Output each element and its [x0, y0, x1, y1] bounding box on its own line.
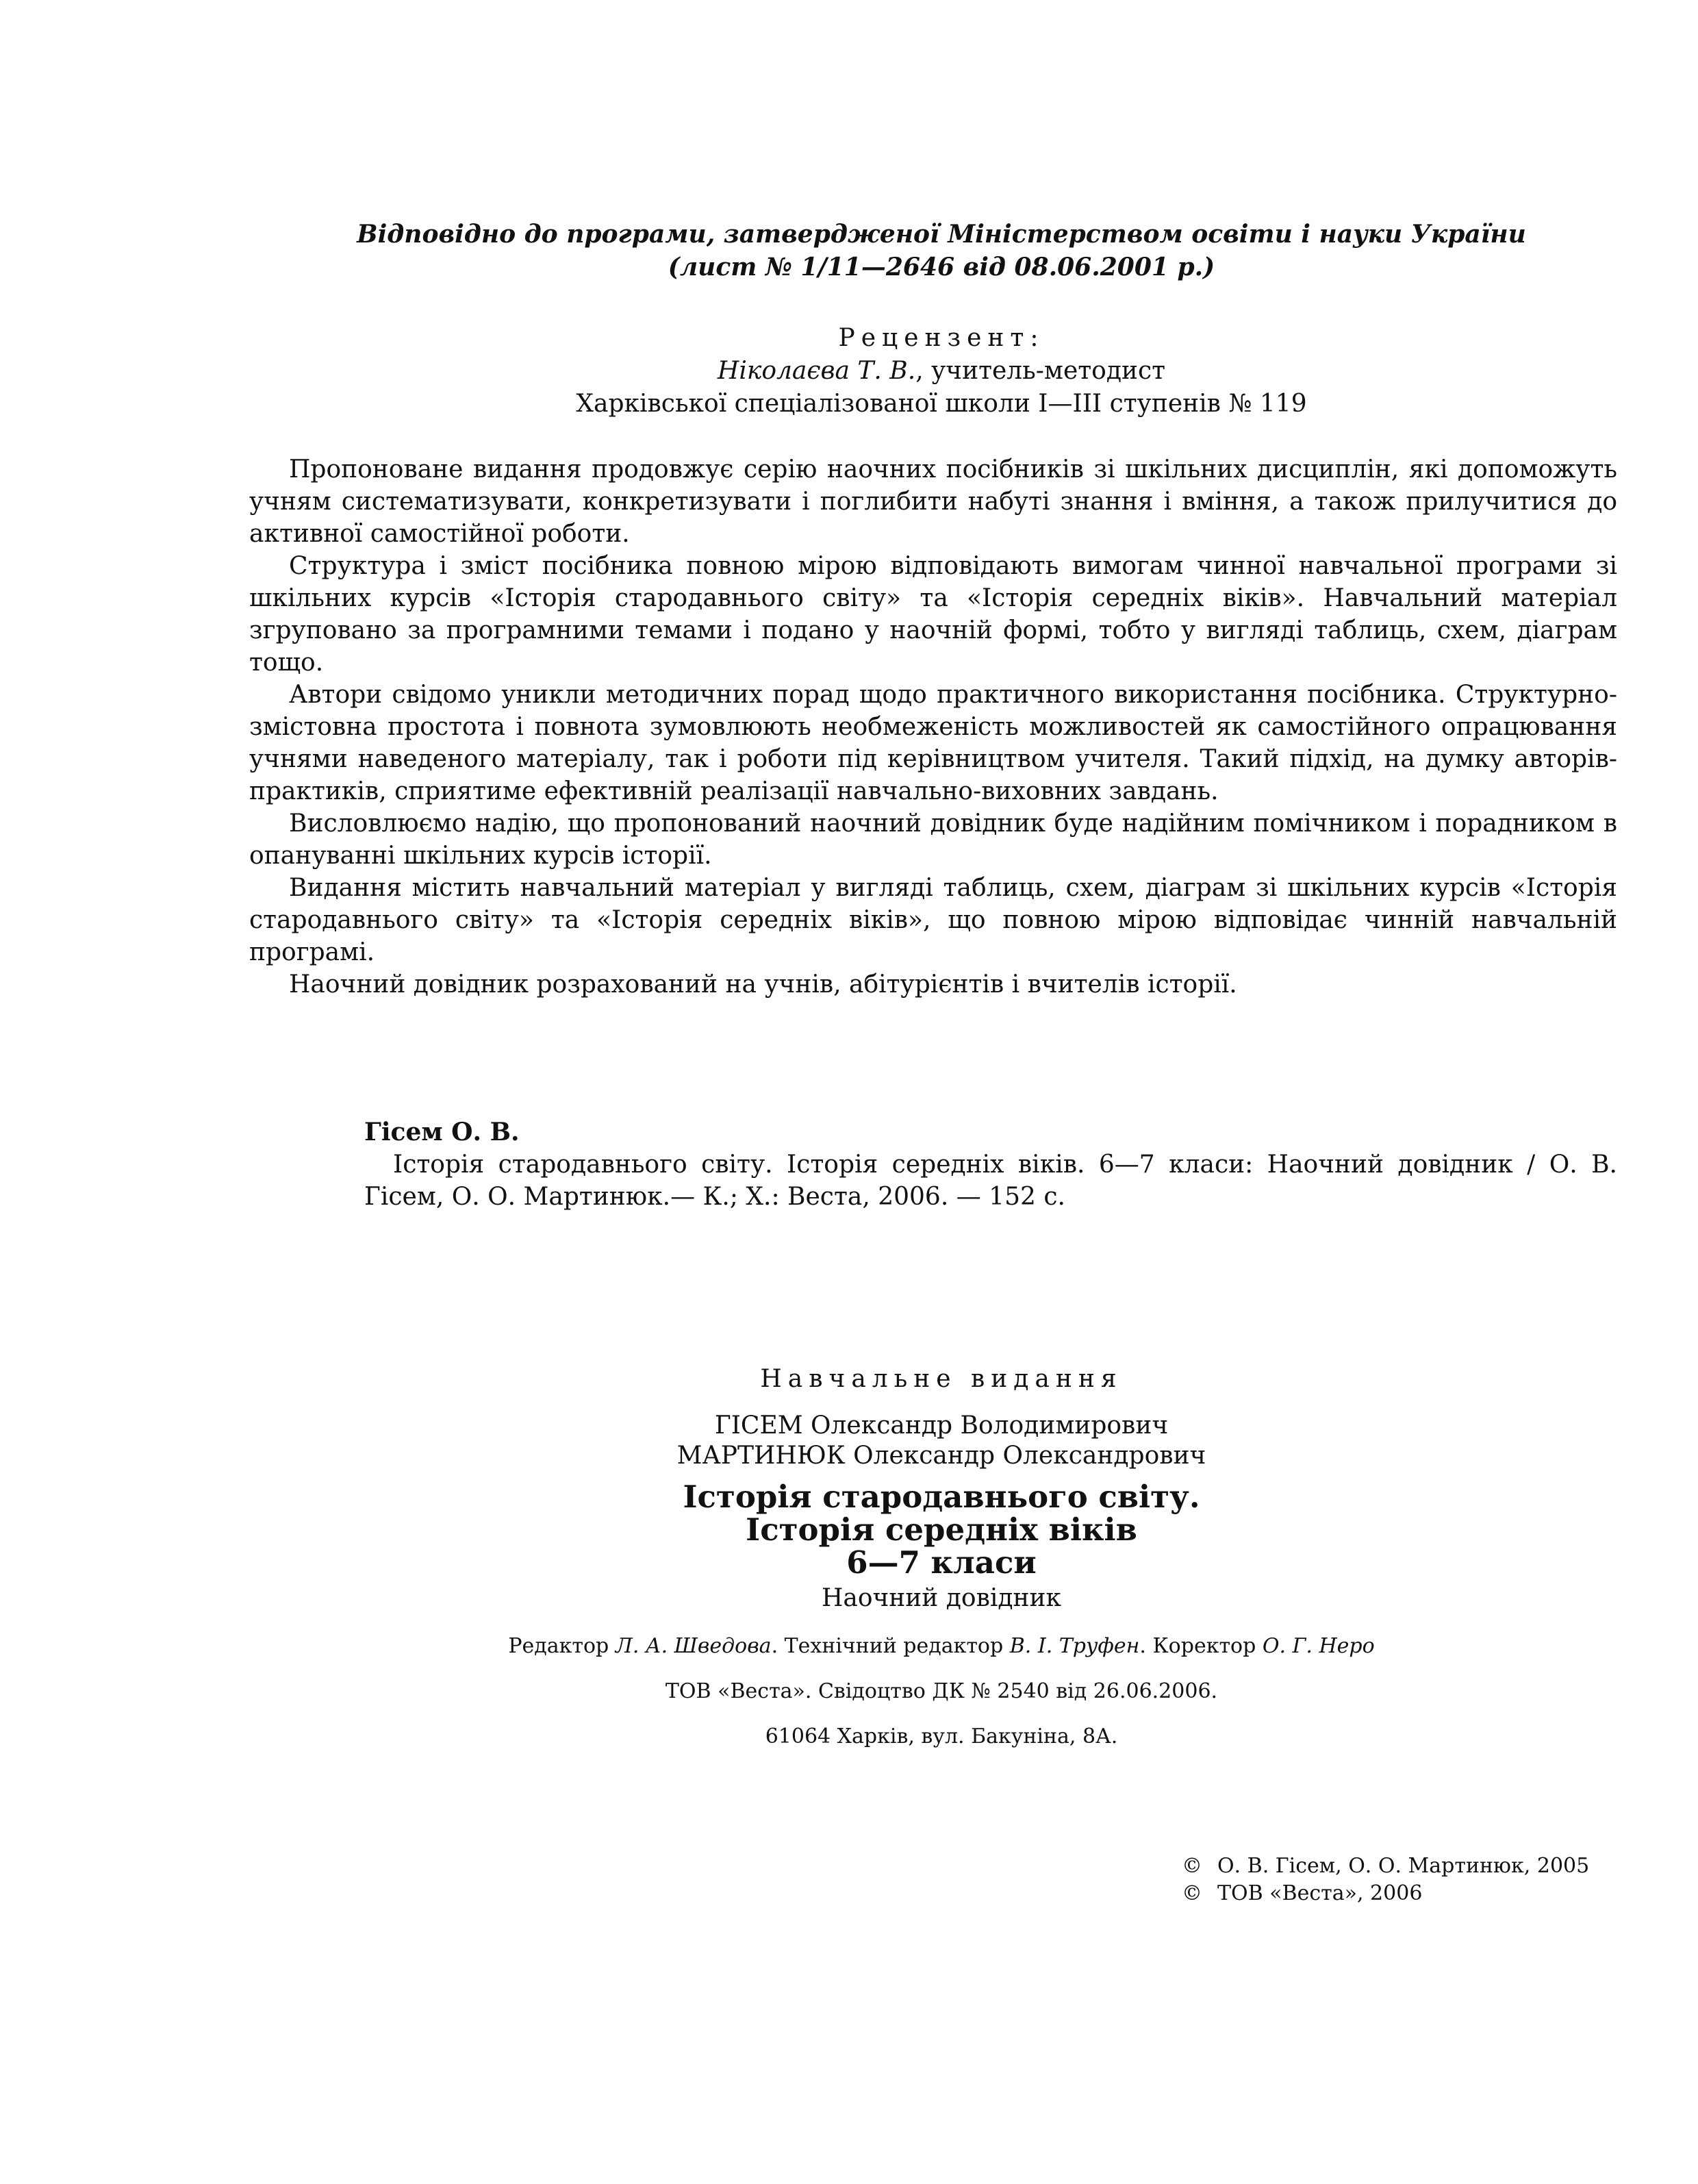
reviewer-name: Ніколаєва Т. В. — [717, 357, 916, 385]
paragraph: Видання містить навчальний матеріал у вигляді таблиць, схем, діаграм зі шкільних курсів «Історія стародавнього світу» та «Історія середніх віків», що повною мірою відповідає чинній навчальній програмі. — [249, 874, 1617, 966]
editor-name: Л. А. Шведова — [615, 1634, 772, 1658]
approval-line-1: Відповідно до програми, затвердженої Міністерством освіти і науки України — [357, 220, 1526, 249]
reviewer-role: , учитель-методист — [915, 357, 1166, 385]
paragraph: Висловлюємо надію, що пропонований наочний довідник буде надійним помічником і порадником в опануванні шкільних курсів історії. — [249, 809, 1617, 870]
approval-line-2: (лист № 1/11—2646 від 08.06.2001 р.) — [668, 253, 1215, 281]
author-full-2: МАРТИНЮК Олександр Олександрович — [676, 1442, 1206, 1470]
copyright-text-1: О. В. Гісем, О. О. Мартинюк, 2005 — [1217, 1854, 1590, 1878]
book-title-line-2: Історія середніх віків — [746, 1511, 1137, 1548]
copyright-icon: © — [1182, 1854, 1202, 1878]
reviewer-block — [0, 322, 1698, 421]
book-title — [0, 1481, 1698, 1579]
imprint-block — [0, 1363, 1698, 1750]
tech-editor-name: В. І. Труфен — [1009, 1634, 1140, 1658]
copyright-row-1 — [1182, 1853, 1589, 1880]
tech-editor-label: . Технічний редактор — [771, 1634, 1010, 1658]
paragraph: Структура і зміст посібника повною мірою відповідають вимогам чинної навчальної програми зі шкільних курсів «Історія стародавнього світу» та «Історія середніх віків». Навчальний матеріал згруповано за програмними темами і подано у наочній формі, тобто у вигляді таблиць, схем, діаграм тощо. — [249, 552, 1617, 677]
publisher-line: ТОВ «Веста». Свідоцтво ДК № 2540 від 26.06.2006. — [665, 1679, 1218, 1703]
address-line: 61064 Харків, вул. Бакуніна, 8А. — [765, 1724, 1118, 1748]
editors-line — [0, 1633, 1698, 1660]
book-grades: 6—7 класи — [846, 1544, 1037, 1581]
book-subtitle: Наочний довідник — [821, 1584, 1062, 1612]
copyright-icon: © — [1182, 1881, 1202, 1905]
bibliographic-record — [364, 1116, 1617, 1213]
series-label: Навчальне видання — [760, 1365, 1123, 1393]
corrector-name: О. Г. Неро — [1262, 1634, 1375, 1658]
reviewer-label: Рецензент: — [838, 324, 1045, 352]
book-title-line-1: Історія стародавнього світу. — [683, 1479, 1200, 1515]
author-full-1: ГІСЕМ Олександр Володимирович — [714, 1411, 1169, 1440]
biblio-author: Гісем О. В. — [364, 1118, 520, 1146]
editor-label: Редактор — [508, 1634, 616, 1658]
annotation-text — [249, 453, 1617, 1001]
reviewer-school: Харківської спеціалізованої школи І—ІІІ ступенів № 119 — [576, 390, 1307, 418]
copyright-text-2: ТОВ «Веста», 2006 — [1217, 1881, 1423, 1905]
biblio-description: Історія стародавнього світу. Історія середніх віків. 6—7 класи: Наочний довідник / О. В. Гісем, О. О. Мартинюк.— К.; Х.: Веста, 2006. — 152 с. — [364, 1151, 1617, 1211]
copyright-block — [1182, 1853, 1589, 1907]
copyright-row-2 — [1182, 1880, 1589, 1907]
paragraph: Пропоноване видання продовжує серію наочних посібників зі шкільних дисциплін, які допоможуть учням систематизувати, конкретизувати і поглибити набуті знання і вміння, а також прилучитися до активної самостійної роботи. — [249, 455, 1617, 548]
paragraph: Наочний довідник розрахований на учнів, абітурієнтів і вчителів історії. — [289, 970, 1237, 999]
reviewer-line — [0, 355, 1698, 388]
paragraph: Автори свідомо уникли методичних порад щодо практичного використання посібника. Структурно-змістовна простота і повнота зумовлюють необмеженість можливостей як самостійного опрацювання учнями наведеного матеріалу, так і роботи під керівництвом учителя. Такий підхід, на думку авторів-практиків, сприятиме ефективній реалізації навчально-виховних завдань. — [249, 681, 1617, 805]
approval-notice — [0, 218, 1698, 284]
corrector-label: . Коректор — [1139, 1634, 1263, 1658]
